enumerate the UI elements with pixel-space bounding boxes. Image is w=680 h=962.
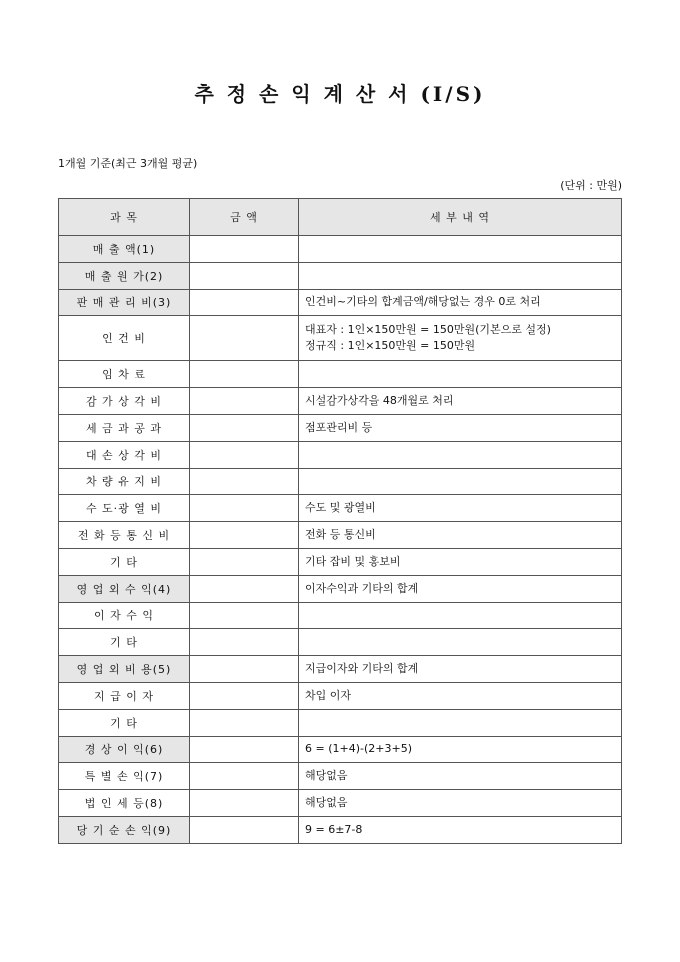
row-label: 매 출 액(1) bbox=[59, 236, 190, 263]
detail-cell: 전화 등 통신비 bbox=[299, 522, 622, 549]
amount-cell[interactable] bbox=[190, 575, 299, 602]
row-label: 감 가 상 각 비 bbox=[59, 388, 190, 415]
table-row bbox=[59, 441, 622, 468]
amount-cell[interactable] bbox=[190, 522, 299, 549]
detail-cell: 시설감가상각을 48개월로 처리 bbox=[299, 388, 622, 415]
detail-line: 대표자 : 1인×150만원 = 150만원(기본으로 설정) bbox=[305, 323, 551, 337]
table-row bbox=[59, 629, 622, 656]
table-row bbox=[59, 388, 622, 415]
row-label: 당 기 순 손 익(9) bbox=[59, 816, 190, 843]
amount-cell[interactable] bbox=[190, 709, 299, 736]
detail-cell: 점포관리비 등 bbox=[299, 414, 622, 441]
table-row bbox=[59, 763, 622, 790]
table-row bbox=[59, 709, 622, 736]
amount-cell[interactable] bbox=[190, 656, 299, 683]
table-row bbox=[59, 548, 622, 575]
amount-cell[interactable] bbox=[190, 548, 299, 575]
income-statement-table bbox=[58, 198, 622, 844]
detail-cell bbox=[299, 468, 622, 495]
amount-cell[interactable] bbox=[190, 361, 299, 388]
row-label: 매 출 원 가(2) bbox=[59, 262, 190, 289]
amount-cell[interactable] bbox=[190, 236, 299, 263]
table-row bbox=[59, 414, 622, 441]
detail-cell: 지급이자와 기타의 합계 bbox=[299, 656, 622, 683]
row-label: 기 타 bbox=[59, 629, 190, 656]
detail-cell bbox=[299, 602, 622, 629]
amount-cell[interactable] bbox=[190, 816, 299, 843]
detail-cell bbox=[299, 236, 622, 263]
row-label: 인 건 비 bbox=[59, 316, 190, 361]
detail-line: 정규직 : 1인×150만원 = 150만원 bbox=[305, 339, 476, 353]
amount-cell[interactable] bbox=[190, 736, 299, 763]
row-label: 세 금 과 공 과 bbox=[59, 414, 190, 441]
detail-cell: 해당없음 bbox=[299, 763, 622, 790]
row-label: 경 상 이 익(6) bbox=[59, 736, 190, 763]
table-row bbox=[59, 682, 622, 709]
table-row bbox=[59, 522, 622, 549]
detail-cell: 이자수익과 기타의 합계 bbox=[299, 575, 622, 602]
table-row bbox=[59, 361, 622, 388]
table-row bbox=[59, 262, 622, 289]
row-label: 영 업 외 비 용(5) bbox=[59, 656, 190, 683]
header-item: 과 목 bbox=[59, 199, 190, 236]
table-row bbox=[59, 289, 622, 316]
table-row bbox=[59, 656, 622, 683]
detail-cell: 해당없음 bbox=[299, 790, 622, 817]
document-title: 추 정 손 익 계 산 서 (I/S) bbox=[194, 82, 486, 106]
row-label: 특 별 손 익(7) bbox=[59, 763, 190, 790]
amount-cell[interactable] bbox=[190, 682, 299, 709]
row-label: 이 자 수 익 bbox=[59, 602, 190, 629]
header-amount: 금 액 bbox=[190, 199, 299, 236]
detail-cell: 9 = 6±7-8 bbox=[299, 816, 622, 843]
amount-cell[interactable] bbox=[190, 388, 299, 415]
amount-cell[interactable] bbox=[190, 441, 299, 468]
detail-cell: 차입 이자 bbox=[299, 682, 622, 709]
table-row bbox=[59, 602, 622, 629]
row-label: 영 업 외 수 익(4) bbox=[59, 575, 190, 602]
detail-cell bbox=[299, 361, 622, 388]
row-label: 차 량 유 지 비 bbox=[59, 468, 190, 495]
table-row bbox=[59, 575, 622, 602]
row-label: 법 인 세 등(8) bbox=[59, 790, 190, 817]
detail-cell bbox=[299, 262, 622, 289]
detail-cell bbox=[299, 629, 622, 656]
detail-cell bbox=[299, 709, 622, 736]
detail-cell: 인건비~기타의 합계금액/해당없는 경우 0로 처리 bbox=[299, 289, 622, 316]
row-label: 기 타 bbox=[59, 709, 190, 736]
row-label: 지 급 이 자 bbox=[59, 682, 190, 709]
amount-cell[interactable] bbox=[190, 262, 299, 289]
amount-cell[interactable] bbox=[190, 414, 299, 441]
amount-cell[interactable] bbox=[190, 316, 299, 361]
amount-cell[interactable] bbox=[190, 602, 299, 629]
row-label: 수 도·광 열 비 bbox=[59, 495, 190, 522]
amount-cell[interactable] bbox=[190, 289, 299, 316]
detail-cell bbox=[299, 316, 622, 361]
amount-cell[interactable] bbox=[190, 763, 299, 790]
row-label: 판 매 관 리 비(3) bbox=[59, 289, 190, 316]
detail-cell: 6 = (1+4)-(2+3+5) bbox=[299, 736, 622, 763]
table-row bbox=[59, 790, 622, 817]
table-row bbox=[59, 468, 622, 495]
row-label: 기 타 bbox=[59, 548, 190, 575]
table-row bbox=[59, 736, 622, 763]
table-row bbox=[59, 816, 622, 843]
row-label: 대 손 상 각 비 bbox=[59, 441, 190, 468]
basis-note: 1개월 기준(최근 3개월 평균) bbox=[58, 157, 198, 170]
detail-cell: 수도 및 광열비 bbox=[299, 495, 622, 522]
amount-cell[interactable] bbox=[190, 495, 299, 522]
table-row bbox=[59, 236, 622, 263]
amount-cell[interactable] bbox=[190, 468, 299, 495]
table-header-row bbox=[59, 199, 622, 236]
header-detail: 세 부 내 역 bbox=[299, 199, 622, 236]
amount-cell[interactable] bbox=[190, 790, 299, 817]
table-row bbox=[59, 495, 622, 522]
detail-cell: 기타 잡비 및 홍보비 bbox=[299, 548, 622, 575]
row-label: 임 차 료 bbox=[59, 361, 190, 388]
row-label: 전 화 등 통 신 비 bbox=[59, 522, 190, 549]
unit-note: (단위 : 만원) bbox=[560, 179, 622, 192]
amount-cell[interactable] bbox=[190, 629, 299, 656]
detail-cell bbox=[299, 441, 622, 468]
table-row bbox=[59, 316, 622, 361]
